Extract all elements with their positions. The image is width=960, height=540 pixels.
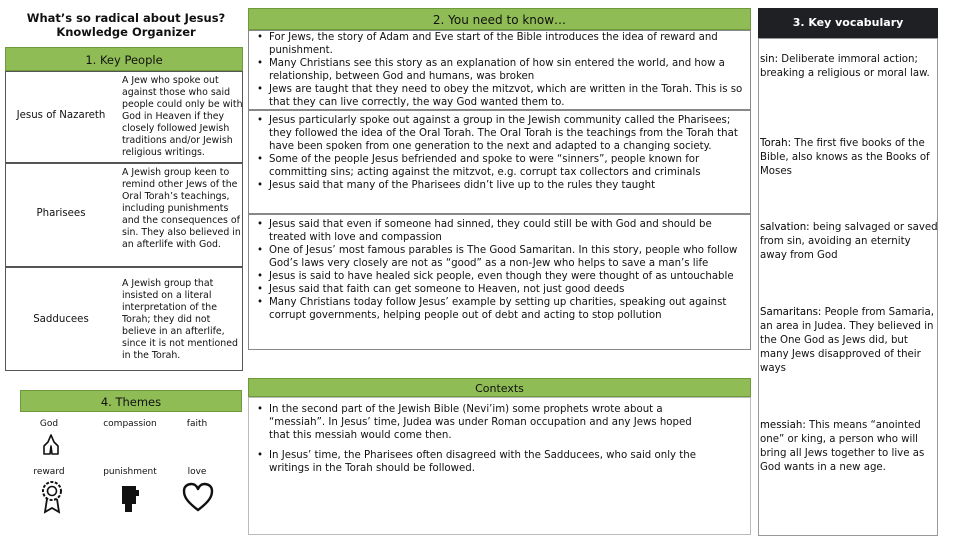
key-people-row-jesus [5, 71, 243, 163]
bullet-item: • Jesus particularly spoke out against a group in the Jewish community called the Pharisees; they followed the idea of the Oral Torah. The Oral Torah is the teachings from the Torah that have been spoken from one generation to the next and adapted to a changing society. [255, 114, 744, 153]
bullet-item: • Jesus said that many of the Pharisees didn’t live up to the rules they taught [255, 179, 744, 192]
vocab-term: Samaritans: [760, 307, 822, 318]
key-people-row-sadducees [5, 267, 243, 371]
vocab-sin [760, 53, 938, 81]
vocab-def: People from Samaria, an area in Judea. They believed in the One God as Jews did, but many Jews disapproved of their ways [760, 307, 934, 374]
praying-hands-icon [38, 432, 64, 458]
need-to-know-heading: 2. You need to know… [248, 8, 751, 30]
key-people-row-pharisees [5, 163, 243, 267]
themes-heading: 4. Themes [20, 390, 242, 412]
gavel-icon [118, 482, 142, 514]
vocab-def: This means “anointed one” or king, a person who will bring all Jews together to live as God wants in a new age. [760, 420, 925, 473]
vocab-term: Torah: [760, 138, 792, 149]
vocab-term: messiah: [760, 420, 806, 431]
theme-label: compassion [103, 419, 157, 429]
person-desc: A Jewish group that insisted on a literal interpretation of the Torah; they did not believe in an afterlife, since it is not mentioned in the Torah. [122, 278, 238, 361]
contexts-heading: Contexts [248, 378, 751, 397]
vocab-def: The first five books of the Bible, also knows as the Books of Moses [760, 138, 930, 177]
theme-label: reward [33, 467, 65, 477]
person-desc: A Jewish group keen to remind other Jews of the Oral Torah’s teachings, including punishments and the consequences of sin. They also believed in an afterlife with God. [122, 167, 241, 250]
theme-label: love [187, 467, 207, 477]
bullet-item: • Jesus said that faith can get someone to Heaven, not just good deeds [255, 283, 744, 296]
bullet-item: • Jesus said that even if someone had sinned, they could still be with God and should be treated with love and compassion [255, 218, 744, 244]
vocab-def: Deliberate immoral action; breaking a religious or moral law. [760, 54, 930, 79]
bullet-item: • In the second part of the Jewish Bible (Nevi’im) some prophets wrote about a “messiah”. In Jesus’ time, Judea was under Roman occupation and any Jews hoped that this messiah would come then. [255, 403, 714, 442]
bullet-item: • Many Christians today follow Jesus’ example by setting up charities, speaking out against corrupt governments, helping people out of debt and acting to stop pollution [255, 296, 744, 322]
bullet-item: • Some of the people Jesus befriended and spoke to were “sinners”, people known for committing sins; acting against the mitzvot, e.g. corrupt tax collectors and criminals [255, 153, 744, 179]
themes-panel [20, 412, 242, 532]
person-name: Sadducees [33, 314, 89, 325]
contexts-panel [248, 397, 751, 535]
bullet-item: • One of Jesus’ most famous parables is The Good Samaritan. In this story, people who follow God’s laws very closely are not as “good” as a non-Jew who helps to save a man’s life [255, 244, 744, 270]
vocab-def: being salvaged or saved from sin, avoiding an eternity away from God [760, 222, 938, 261]
key-people-heading: 1. Key People [5, 47, 243, 71]
person-name: Pharisees [36, 208, 86, 219]
bullet-item: • In Jesus’ time, the Pharisees often disagreed with the Sadducees, who said only the writings in the Torah should be followed. [255, 449, 714, 475]
bullet-item: • Jews are taught that they need to obey the mitzvot, which are written in the Torah. This is so that they can live correctly, the way God wanted them to. [255, 83, 744, 109]
need-to-know-group-1 [248, 30, 751, 110]
bullet-item: • For Jews, the story of Adam and Eve start of the Bible introduces the idea of reward and punishment. [255, 31, 744, 57]
medal-icon [39, 480, 65, 514]
theme-label: faith [186, 419, 208, 429]
heart-icon [182, 482, 214, 512]
vocab-term: salvation: [760, 222, 810, 233]
need-to-know-group-3 [248, 214, 751, 350]
vocab-term: sin: [760, 54, 779, 65]
person-name: Jesus of Nazareth [16, 110, 106, 121]
need-to-know-group-2 [248, 110, 751, 214]
bullet-item: • Many Christians see this story as an explanation of how sin entered the world, and how a relationship, between God and humans, was broken [255, 57, 744, 83]
person-desc: A Jew who spoke out against those who said people could only be with God in Heaven if they closely followed Jewish traditions and/or Jewish religious writings. [122, 75, 243, 158]
vocab-salvation [760, 221, 938, 263]
vocab-samaritans [760, 306, 938, 376]
vocab-messiah [760, 419, 938, 475]
bullet-item: • Jesus is said to have healed sick people, even though they were thought of as untouchable [255, 270, 744, 283]
vocab-torah [760, 137, 938, 179]
theme-label: punishment [103, 467, 157, 477]
theme-label: God [39, 419, 59, 429]
vocab-heading: 3. Key vocabulary [758, 8, 938, 38]
page-title: What’s so radical about Jesus? Knowledge Organizer [26, 11, 226, 39]
